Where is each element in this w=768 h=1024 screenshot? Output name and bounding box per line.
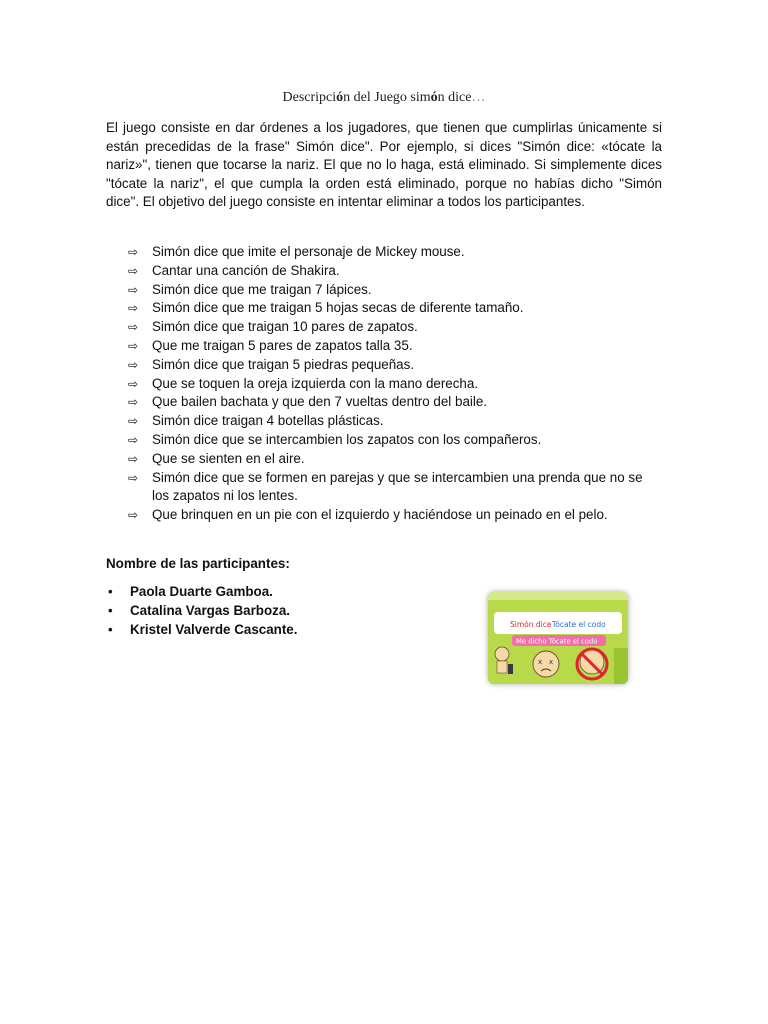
order-text: Cantar una canción de Shakira. [152,262,340,278]
page-title [0,90,768,106]
title-bold1: ó [336,90,344,105]
arrow-right-icon: ⇨ [128,414,139,429]
order-text: Simón dice que me traigan 5 hojas secas de diferente tamaño. [152,300,524,316]
arrow-right-icon: ⇨ [128,432,139,447]
orders-list [128,243,658,525]
list-item [106,621,297,640]
list-item [128,393,658,412]
order-text: Simón dice que se formen en parejas y que se intercambien una prenda que no se los zapatos ni los lentes. [152,469,643,504]
title-part2: n del Juego sim [343,90,431,105]
center-character-eye-right: x [549,658,554,666]
order-text: Simón dice que traigan 10 pares de zapatos. [152,319,418,335]
bullet-icon: • [108,584,113,599]
simon-dice-illustration [488,592,628,684]
arrow-right-icon: ⇨ [128,508,139,523]
title-part1: Descripci [282,90,337,105]
illustration-right-edge [614,648,628,684]
arrow-right-icon: ⇨ [128,395,139,410]
list-item [106,602,297,621]
bullet-icon: • [108,602,113,618]
arrow-right-icon: ⇨ [128,320,139,335]
list-item [128,506,658,525]
order-text: Simón dice que me traigan 7 lápices. [152,281,372,297]
center-character-head [533,651,559,677]
list-item [128,356,658,375]
list-item [128,450,658,469]
arrow-right-icon: ⇨ [128,451,139,466]
list-item [128,431,658,450]
list-item [128,469,658,507]
title-part3: n dice [437,90,472,105]
arrow-right-icon: ⇨ [128,376,139,391]
participants-heading: Nombre de las participantes: [106,556,290,571]
arrow-right-icon: ⇨ [128,245,139,259]
illustration-label-codo: Tócate el codo [552,620,606,629]
left-character-head [495,647,509,661]
participant-name: Catalina Vargas Barboza. [130,602,291,618]
participant-name: Kristel Valverde Cascante. [130,621,298,637]
center-character-eye-left: x [538,658,543,666]
participants-list [106,583,297,639]
illustration-label-banner: Me dicho Tócate el codo [516,637,598,646]
bullet-icon: • [108,621,113,637]
arrow-right-icon: ⇨ [128,338,139,353]
list-item [128,375,658,394]
arrow-right-icon: ⇨ [128,282,139,297]
arrow-right-icon: ⇨ [128,470,139,485]
order-text: Simón dice traigan 4 botellas plásticas. [152,413,384,429]
order-text: Que bailen bachata y que den 7 vueltas dentro del baile. [152,394,488,410]
order-text: Simón dice que se intercambien los zapatos con los compañeros. [152,431,542,447]
intro-paragraph: El juego consiste en dar órdenes a los jugadores, que tienen que cumplirlas únicamente si están precedidas de la frase" Simón dice". Por ejemplo, si dices "Simón dice: «tócate la nariz»", tienen que tocarse la nariz. El que no lo haga, está eliminado. Si simplemente dices "tócate la nariz", el que cumpla la orden está eliminado, porque no habías dicho "Simón dice". El objetivo del juego consiste en intentar eliminar a todos los participantes. [106,120,662,210]
left-character-stand [508,664,513,674]
list-item [128,412,658,431]
order-text: Que se sienten en el aire. [152,450,305,466]
arrow-right-icon: ⇨ [128,357,139,372]
participant-name: Paola Duarte Gamboa. [130,584,273,599]
list-item [128,299,658,318]
order-text: Que me traigan 5 pares de zapatos talla 35. [152,337,413,353]
list-item [128,337,658,356]
illustration-graphic [488,592,628,684]
title-bold2: ó [430,90,438,105]
list-item [106,583,297,602]
title-ellipsis: … [471,90,486,105]
list-item [128,281,658,300]
illustration-label-simon: Simón dice [510,620,552,629]
list-item [128,243,658,262]
illustration-top-bar [488,592,628,600]
list-item [128,262,658,281]
list-item [128,318,658,337]
left-character-body [497,661,507,673]
arrow-right-icon: ⇨ [128,263,139,278]
order-text: Que se toquen la oreja izquierda con la mano derecha. [152,375,479,391]
order-text: Que brinquen en un pie con el izquierdo y haciéndose un peinado en el pelo. [152,507,608,523]
order-text: Simón dice que traigan 5 piedras pequeñas. [152,356,415,372]
order-text: Simón dice que imite el personaje de Mickey mouse. [152,244,465,259]
arrow-right-icon: ⇨ [128,301,139,316]
